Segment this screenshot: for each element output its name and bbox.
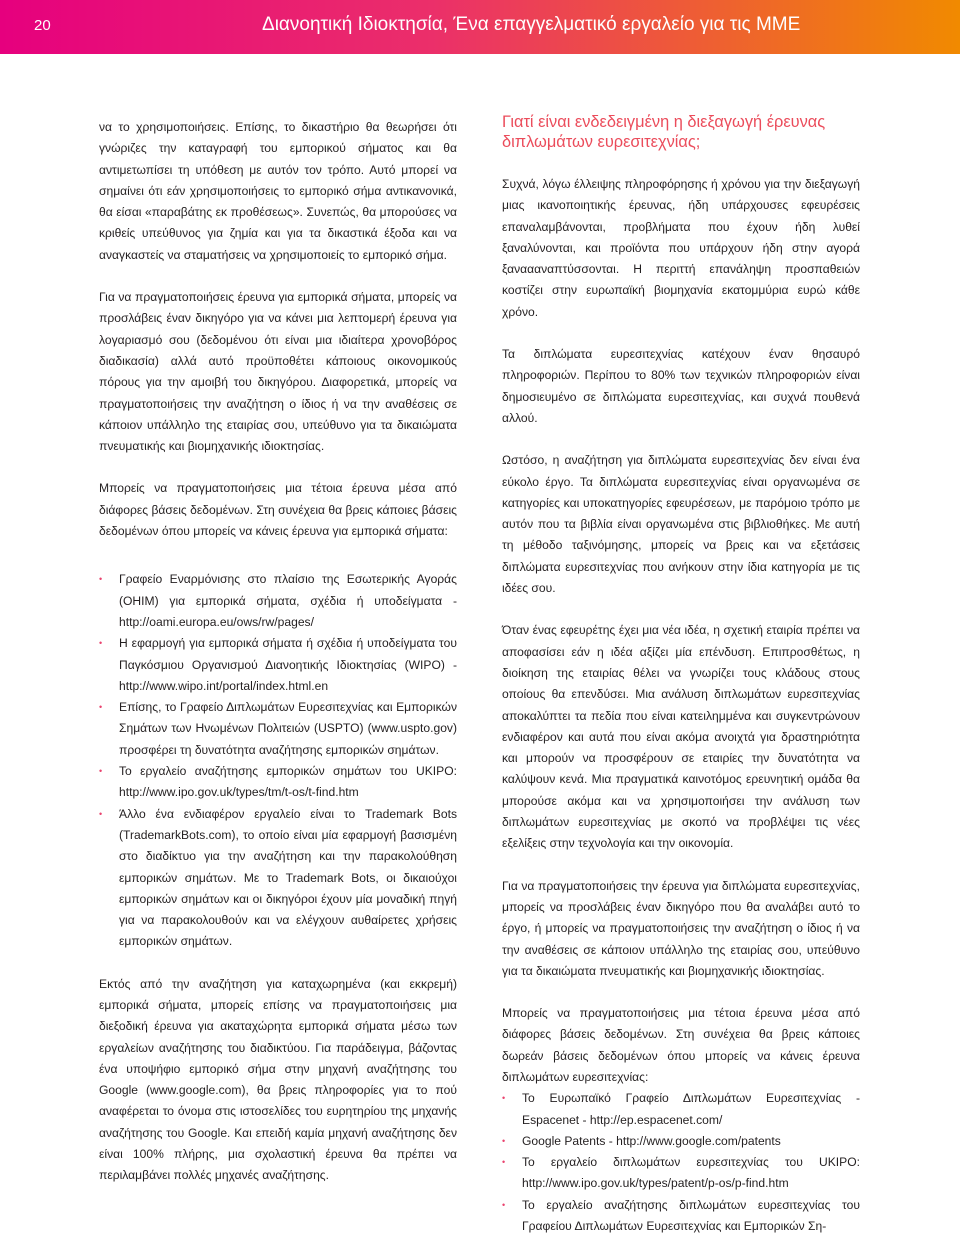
left-paragraph-4: Εκτός από την αναζήτηση για καταχωρημένα (και εκκρεμή) εμπορικά σήματα, μπορείς επίσης να πραγματοποιήσεις μια διεξοδική έρευνα για ακαταχώρητα εμπορικά σήματα μέσω των εργαλείων αναζήτησης του διαδικτύου. Για παράδειγμα, βάζοντας ένα υποψήφιο εμπορικό σήμα στην μηχανή αναζήτησης του Google (www.google.com), θα βρεις πληροφορίες για το πού αναφέρεται το όνομα στις ιστοσελίδες του ευρητηρίου της μηχανής αναζήτησης του Google. Και επειδή καμία μηχανή αναζήτησης δεν είναι 100% πλήρης, μια σχολαστική έρευνα θα πρέπει να περιλαμβάνει πολλές μηχανές αναζήτησης. <box>99 976 457 1183</box>
section-heading: Γιατί είναι ενδεδειγμένη η διεξαγωγή έρευνας διπλωμάτων ευρεσιτεχνίας; <box>502 113 826 151</box>
right-paragraph-3: Ωστόσο, η αναζήτηση για διπλώματα ευρεσιτεχνίας δεν είναι ένα εύκολο έργο. Τα διπλώματα ευρεσιτεχνίας είναι οργανωμένα σε κατηγορίες και υποκατηγορίες εφευρέσεων, με παρόμοιο τρόπο με αυτόν που τα βιβλία είναι οργανωμένα στις βιβλιοθήκες. Με αυτή τη μέθοδο ταξινόμησης, μπορείς να βρεις και να εξετάσεις διπλώματα ευρεσιτεχνίας που ανήκουν στην ίδια κατηγορία με τις ιδέες σου. <box>502 453 860 596</box>
patent-database-list <box>502 1088 860 1237</box>
right-paragraph-2: Τα διπλώματα ευρεσιτεχνίας κατέχουν έναν θησαυρό πληροφοριών. Περίπου το 80% των τεχνικών πληροφοριών είναι δημοσιευμένο σε διπλώματα ευρεσιτεχνίας, και συχνά πουθενά αλλού. <box>502 347 860 425</box>
left-column <box>99 117 457 1187</box>
page-header <box>0 0 960 54</box>
list-item: • Google Patents - http://www.google.com/patents <box>502 1131 860 1152</box>
list-item: • Η εφαρμογή για εμπορικά σήματα ή σχέδια ή υποδείγματα του Παγκόσμιου Οργανισμού Διανοητικής Ιδιοκτησίας (WIPO) - http://www.wipo.int/portal/index.html.en <box>99 633 457 697</box>
right-column <box>502 113 860 1237</box>
list-item: • Το Ευρωπαϊκό Γραφείο Διπλωμάτων Ευρεσιτεχνίας - Espacenet - http://ep.espacenet.com/ <box>502 1088 860 1131</box>
right-paragraph-5: Για να πραγματοποιήσεις την έρευνα για διπλώματα ευρεσιτεχνίας, μπορείς να προσλάβεις έναν δικηγόρο που θα αναλάβει αυτό το έργο, ή μπορείς να πραγματοποιήσεις την αναζήτηση ο ίδιος ή να την αναθέσεις σε κάποιον υπάλληλο της εταιρίας σου, υπεύθυνο για τα δικαιώματα πνευματικής και βιομηχανικής ιδιοκτησίας. <box>502 878 860 978</box>
page-number: 20 <box>34 17 51 34</box>
list-item: • Το εργαλείο διπλωμάτων ευρεσιτεχνίας του UKIPO: http://www.ipo.gov.uk/types/patent/p-os/p-find.htm <box>502 1152 860 1195</box>
list-item: • Το εργαλείο αναζήτησης εμπορικών σημάτων του UKIPO: http://www.ipo.gov.uk/types/tm/t-os/t-find.htm <box>99 761 457 804</box>
list-item: • Γραφείο Εναρμόνισης στο πλαίσιο της Εσωτερικής Αγοράς (OHIM) για εμπορικά σήματα, σχέδια ή υποδείγματα - http://oami.europa.eu/ows/rw/pages/ <box>99 569 457 633</box>
right-paragraph-1: Συχνά, λόγω έλλειψης πληροφόρησης ή χρόνου για την διεξαγωγή μιας ικανοποιητικής έρευνας, ήδη υπάρχουσες εφευρέσεις επαναλαμβάνονται, προβλήματα που έχουν ήδη λυθεί ξαναλύνονται, και προϊόντα που υπάρχουν ήδη στην αγορά ξαναααναπτύσσονται. Η περιττή επανάληψη προσπαθειών κοστίζει στην ευρωπαϊκή βιομηχανία εκατομμύρια ευρώ κάθε χρόνο. <box>502 177 860 319</box>
left-paragraph-1: να το χρησιμοποιήσεις. Επίσης, το δικαστήριο θα θεωρήσει ότι γνώριζες την καταγραφή του εμπορικού σήματος και θα αντιμετωπίσει τη υπόθεση με αυτόν τον τρόπο. Αυτό μπορεί να σημαίνει ότι εάν χρησιμοποιήσεις το εμπορικό σήμα αντικανονικά, θα είσαι «παραβάτης εκ προθέσεως». Συνεπώς, θα μπορούσες να κριθείς υπεύθυνος για ζημία και για τα δικαστικά έξοδα και να αναγκαστείς να σταματήσεις να χρησιμοποιείς το εμπορικό σήμα. <box>99 120 457 262</box>
list-item: • Άλλο ένα ενδιαφέρον εργαλείο είναι το Trademark Bots (TrademarkBots.com), το οποίο είναι μία εφαρμογή βασισμένη στο διαδίκτυο για την αναζήτηση και την παρακολούθηση εμπορικών σημάτων. Με το Trademark Bots, οι δικαιούχοι εμπορικών σημάτων και οι δικηγόροι έχουν μία μοναδική πηγή για να παρακολουθούν και να ελέγχουν αυθαίρετες χρήσεις εμπορικών σημάτων. <box>99 804 457 953</box>
right-paragraph-6: Μπορείς να πραγματοποιήσεις μια τέτοια έρευνα μέσα από διάφορες βάσεις δεδομένων. Στη συνέχεια θα βρεις κάποιες δωρεάν βάσεις δεδομένων όπου μπορείς να κάνεις έρευνα διπλωμάτων ευρεσιτεχνίας: <box>502 1006 860 1084</box>
trademark-database-list <box>99 569 457 952</box>
right-paragraph-4: Όταν ένας εφευρέτης έχει μια νέα ιδέα, η σχετική εταιρία πρέπει να αποφασίσει εάν η ιδέα αξίζει μία επένδυση. Επιπροσθέτως, η διοίκηση της εταιρίας θέλει να γνωρίζει τους κλάδους στους οποίους θα επενδύσει. Μια ανάλυση διπλωμάτων ευρεσιτεχνίας αποκαλύπτει τα πεδία που είναι κατειλημμένα και συγκεντρώνουν ενδιαφέρον και αυτά που είναι ακόμα ανοιχτά για δραστηριότητα και μπορούν να προσφέρουν σε εταιρίες την δυνατότητα να καλύψουν κενά. Μια πραγματικά καινοτόμος ερευνητική ομάδα θα μπορούσε ακόμα και να χρησιμοποιήσει την ανάλυση των διπλωμάτων ευρεσιτεχνίας με σκοπό να προβλέψει τις νέες εξελίξεις στην τεχνολογία και την οικονομία. <box>502 623 860 851</box>
list-item: • Το εργαλείο αναζήτησης διπλωμάτων ευρεσιτεχνίας του Γραφείου Διπλωμάτων Ευρεσιτεχνίας και Εμπορικών Ση- <box>502 1195 860 1238</box>
left-paragraph-3: Μπορείς να πραγματοποιήσεις μια τέτοια έρευνα μέσα από διάφορες βάσεις δεδομένων. Στη συνέχεια θα βρεις κάποιες βάσεις δεδομένων όπου μπορείς να κάνεις έρευνα για εμπορικά σήματα: <box>99 481 457 539</box>
running-title: Διανοητική Ιδιοκτησία, Ένα επαγγελματικό εργαλείο για τις ΜΜΕ <box>262 14 801 35</box>
list-item: • Επίσης, το Γραφείο Διπλωμάτων Ευρεσιτεχνίας και Εμπορικών Σημάτων των Ηνωμένων Πολιτειών (USPTO) (www.uspto.gov) προσφέρει τη δυνατότητα αναζήτησης εμπορικών σημάτων. <box>99 697 457 761</box>
left-paragraph-2: Για να πραγματοποιήσεις έρευνα για εμπορικά σήματα, μπορείς να προσλάβεις έναν δικηγόρο για να κάνει μια λεπτομερή έρευνα για λογαριασμό σου (δεδομένου ότι είναι μια ιδιαίτερα χρονοβόρος διαδικασία) αλλά αυτό προϋποθέτει κάποιους οικονομικούς πόρους για την αμοιβή του δικηγόρου. Διαφορετικά, μπορείς να πραγματοποιήσεις την αναζήτηση ο ίδιος ή να την αναθέσεις σε κάποιον υπάλληλο της εταιρίας σου, υπεύθυνο για τα δικαιώματα πνευματικής και βιομηχανικής ιδιοκτησίας. <box>99 290 457 454</box>
